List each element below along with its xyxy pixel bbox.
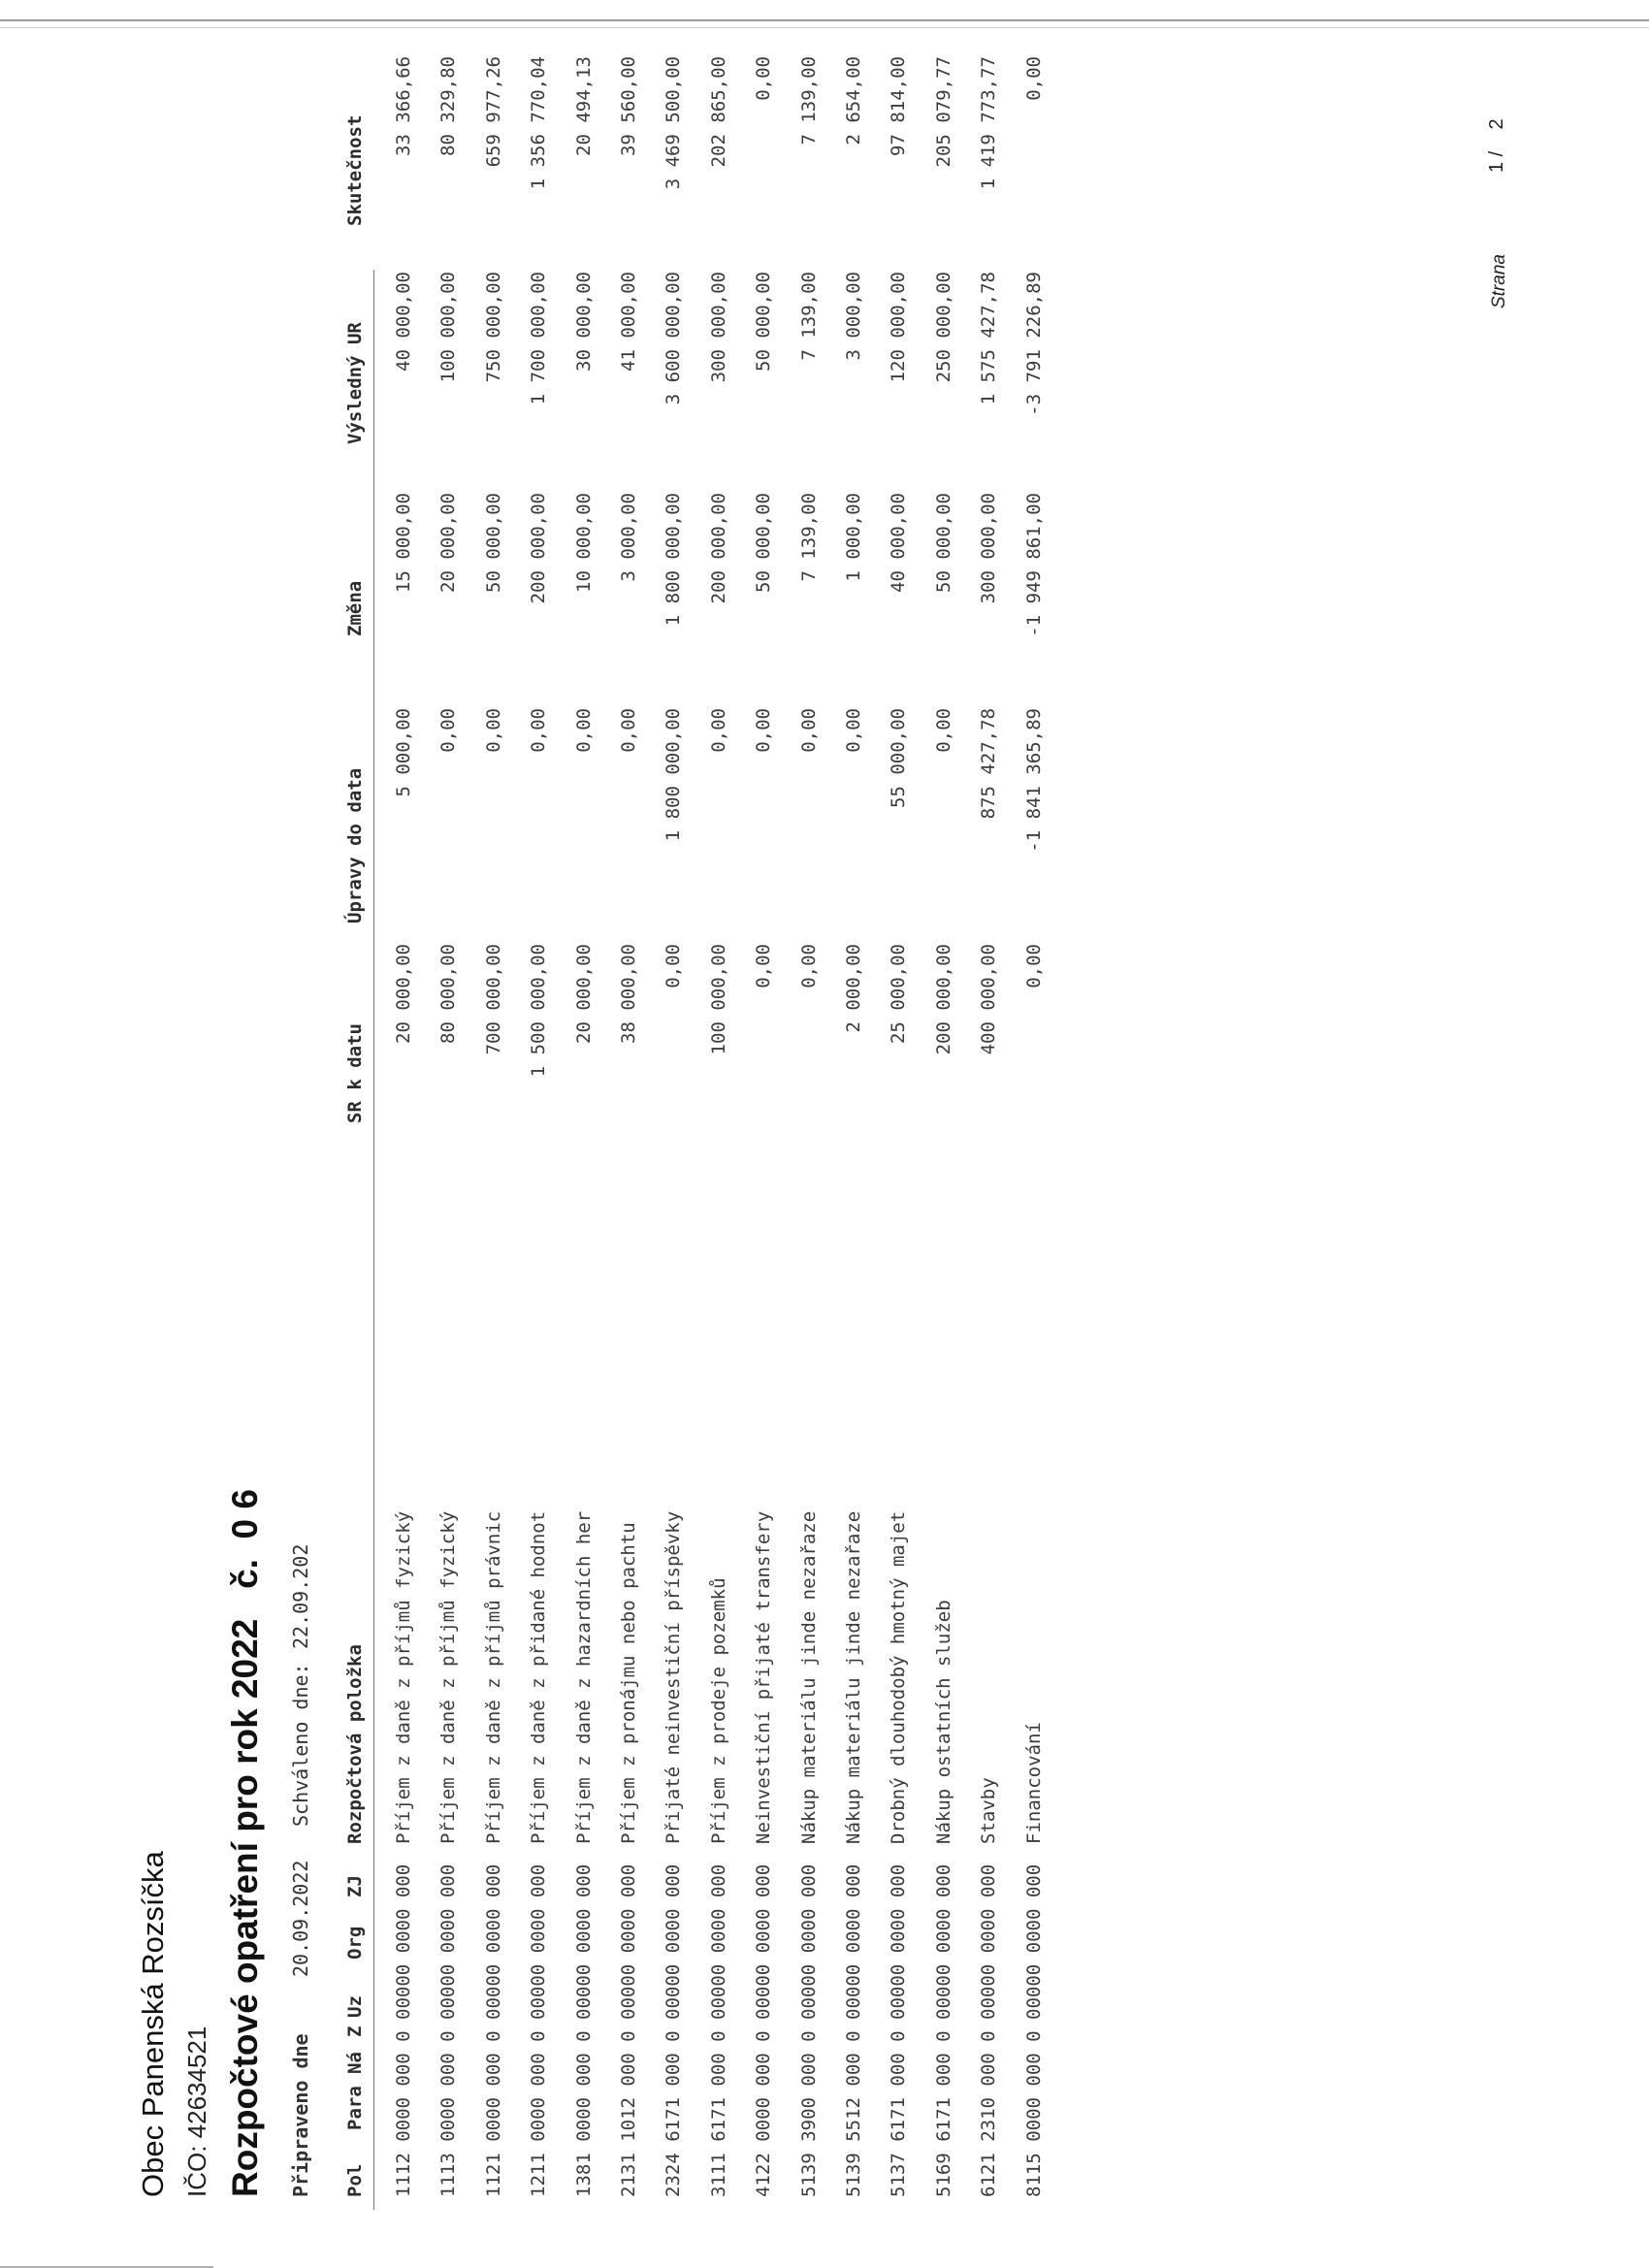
table-row [528,0,572,2268]
approved-date: 22.09.202 [289,1543,312,1649]
row-skutecnost: 20 494,13 [572,56,595,156]
row-code: 5169 6171 000 0 00000 0000 000 [932,1863,954,2197]
row-skutecnost: 1 356 770,04 [528,56,550,190]
row-skutecnost: 2 654,00 [843,56,864,146]
approved-label: Schváleno dne: [289,1663,312,1827]
table-row [798,0,843,2268]
row-sr: 100 000,00 [707,944,729,1055]
row-item: Příjem z prodeje pozemků [707,1577,729,1844]
header-zmena: Změna [344,580,366,636]
table-row [618,0,663,2268]
header-sr: SR k datu [344,1023,366,1123]
row-vysledny: 1 700 000,00 [528,272,550,405]
header-upravy: Úpravy do data [344,767,366,923]
row-sr: 25 000,00 [888,944,910,1044]
row-sr: 400 000,00 [978,944,1000,1055]
row-zmena: 1 000,00 [843,493,864,582]
row-zmena: 20 000,00 [437,493,460,593]
row-vysledny: -3 791 226,89 [1022,272,1045,416]
prepared-date: 20.09.2022 [289,1860,312,1977]
row-item: Neinvestiční přijaté transfery [753,1510,775,1844]
header-na: Ná [344,2052,366,2074]
row-code: 3111 6171 000 0 00000 0000 000 [707,1863,729,2197]
row-sr: 38 000,00 [618,944,639,1044]
header-z: Z [344,2025,366,2037]
row-zmena: 1 800 000,00 [663,493,685,627]
row-skutecnost: 39 560,00 [618,56,639,156]
row-code: 2131 1012 000 0 00000 0000 000 [618,1863,639,2197]
table-row [978,0,1022,2268]
row-zmena: 10 000,00 [572,493,595,593]
row-sr: 200 000,00 [932,944,954,1055]
row-item: Nákup materiálu jinde nezařaze [797,1510,820,1844]
row-zmena: 300 000,00 [978,493,1000,604]
row-code: 5137 6171 000 0 00000 0000 000 [888,1863,910,2197]
row-sr: 20 000,00 [572,944,595,1044]
row-upravy: 0,00 [528,708,550,753]
row-sr: 0,00 [797,944,820,988]
row-sr: 0,00 [663,944,685,988]
row-item: Přijaté neinvestiční příspěvky [663,1510,685,1844]
row-sr: 0,00 [753,944,775,988]
row-upravy: 0,00 [482,708,504,753]
footer-strana-label: Strana [1489,254,1509,308]
table-row [888,0,932,2268]
row-skutecnost: 3 469 500,00 [663,56,685,190]
row-skutecnost: 205 079,77 [932,56,954,168]
organization-ico: IČO: 42634521 [182,2025,211,2197]
row-zmena: -1 949 861,00 [1022,493,1045,637]
row-upravy: 55 000,00 [888,708,910,808]
row-zmena: 50 000,00 [932,493,954,593]
row-zmena: 50 000,00 [753,493,775,593]
row-upravy: 0,00 [843,708,864,753]
row-item: Příjem z daně z příjmů fyzický [393,1510,414,1844]
header-polozka: Rozpočtová položka [344,1644,366,1844]
row-skutecnost: 80 329,80 [437,56,460,156]
row-zmena: 7 139,00 [797,493,820,582]
row-vysledny: 250 000,00 [932,272,954,383]
row-sr: 1 500 000,00 [528,944,550,1078]
row-vysledny: 120 000,00 [888,272,910,383]
prepared-label: Připraveno dne [289,2033,312,2197]
row-upravy: 0,00 [753,708,775,753]
row-upravy: 0,00 [437,708,460,753]
row-zmena: 3 000,00 [618,493,639,582]
row-upravy: 5 000,00 [393,708,414,797]
table-row [573,0,618,2268]
row-code: 4122 0000 000 0 00000 0000 000 [753,1863,775,2197]
row-skutecnost: 202 865,00 [707,56,729,168]
row-code: 5139 5512 000 0 00000 0000 000 [843,1863,864,2197]
row-code: 5139 3900 000 0 00000 0000 000 [797,1863,820,2197]
row-vysledny: 750 000,00 [482,272,504,383]
header-skutecnost: Skutečnost [344,114,366,226]
row-upravy: 0,00 [932,708,954,753]
table-row [393,0,437,2268]
footer-page-indicator: 1 / 2 [1486,118,1507,173]
row-item: Příjem z daně z příjmů fyzický [437,1510,460,1844]
table-row [843,0,888,2268]
row-upravy: 875 427,78 [978,708,1000,820]
row-code: 1121 0000 000 0 00000 0000 000 [482,1863,504,2197]
row-sr: 700 000,00 [482,944,504,1055]
row-item: Stavby [978,1777,1000,1844]
row-item: Příjem z daně z přidané hodnot [528,1510,550,1844]
table-row [1023,0,1068,2268]
header-divider [373,270,374,2210]
row-vysledny: 300 000,00 [707,272,729,383]
row-code: 1381 0000 000 0 00000 0000 000 [572,1863,595,2197]
row-sr: 0,00 [1022,944,1045,988]
table-row [483,0,528,2268]
row-item: Příjem z daně z příjmů právnic [482,1510,504,1844]
header-para: Para [344,2086,366,2130]
row-vysledny: 30 000,00 [572,272,595,372]
row-vysledny: 50 000,00 [753,272,775,372]
row-code: 1112 0000 000 0 00000 0000 000 [393,1863,414,2197]
row-zmena: 15 000,00 [393,493,414,593]
row-skutecnost: 0,00 [753,56,775,101]
header-pol: Pol [344,2163,366,2197]
header-org: Org [344,1926,366,1960]
row-vysledny: 1 575 427,78 [978,272,1000,405]
row-item: Nákup ostatních služeb [932,1600,954,1844]
row-skutecnost: 1 419 773,77 [978,56,1000,190]
row-code: 1211 0000 000 0 00000 0000 000 [528,1863,550,2197]
row-zmena: 40 000,00 [888,493,910,593]
table-row [933,0,978,2268]
row-item: Příjem z pronájmu nebo pachtu [618,1522,639,1844]
row-upravy: -1 841 365,89 [1022,708,1045,853]
row-skutecnost: 97 814,00 [888,56,910,156]
header-zj: ZJ [344,1875,366,1897]
row-vysledny: 100 000,00 [437,272,460,383]
row-item: Financování [1022,1722,1045,1844]
table-row [753,0,797,2268]
row-skutecnost: 0,00 [1022,56,1045,101]
row-skutecnost: 33 366,66 [393,56,414,156]
row-vysledny: 3 000,00 [843,272,864,361]
row-zmena: 200 000,00 [707,493,729,604]
document-title: Rozpočtové opatření pro rok 2022 č. 0 6 [225,1489,265,2197]
row-zmena: 50 000,00 [482,493,504,593]
row-sr: 2 000,00 [843,944,864,1033]
table-row [708,0,753,2268]
header-vysledny: Výsledný UR [344,322,366,444]
row-upravy: 0,00 [572,708,595,753]
row-code: 1113 0000 000 0 00000 0000 000 [437,1863,460,2197]
row-upravy: 1 800 000,00 [663,708,685,842]
row-vysledny: 41 000,00 [618,272,639,372]
row-upravy: 0,00 [618,708,639,753]
row-sr: 20 000,00 [393,944,414,1044]
row-skutecnost: 7 139,00 [797,56,820,146]
row-sr: 80 000,00 [437,944,460,1044]
organization-name: Obec Panenská Rozsíčka [136,1851,170,2197]
header-uz: Uz [344,1995,366,2018]
row-item: Drobný dlouhodobý hmotný majet [888,1510,910,1844]
row-upravy: 0,00 [707,708,729,753]
row-item: Příjem z daně z hazardních her [572,1510,595,1844]
row-code: 8115 0000 000 0 00000 0000 000 [1022,1863,1045,2197]
row-vysledny: 3 600 000,00 [663,272,685,405]
table-row [437,0,482,2268]
row-code: 6121 2310 000 0 00000 0000 000 [978,1863,1000,2197]
row-zmena: 200 000,00 [528,493,550,604]
row-vysledny: 40 000,00 [393,272,414,372]
row-code: 2324 6171 000 0 00000 0000 000 [663,1863,685,2197]
table-row [663,0,707,2268]
row-item: Nákup materiálu jinde nezařaze [843,1510,864,1844]
row-upravy: 0,00 [797,708,820,753]
row-skutecnost: 659 977,26 [482,56,504,168]
row-vysledny: 7 139,00 [797,272,820,361]
